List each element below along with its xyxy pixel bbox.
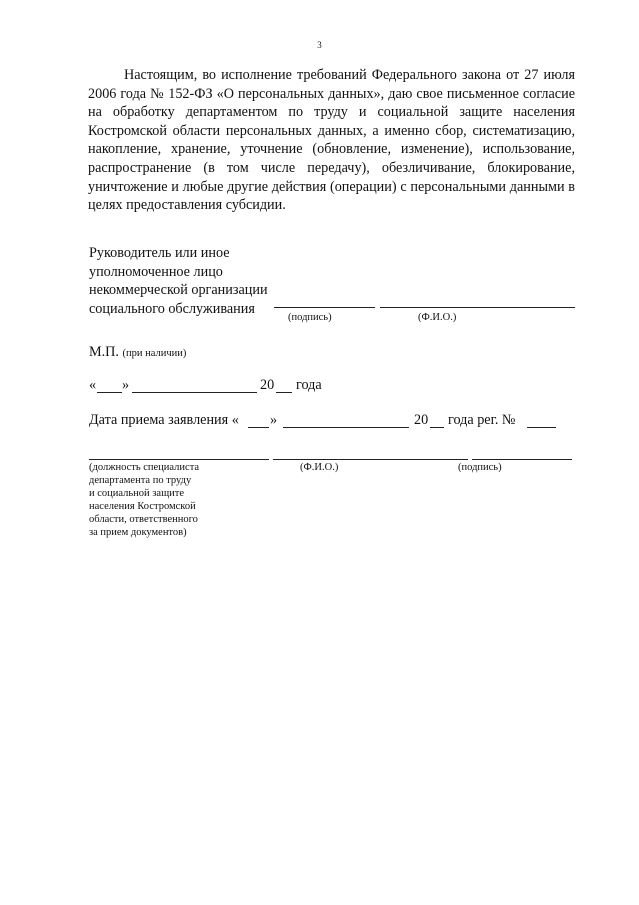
date-quote-close: » [122,377,130,393]
application-year-suffix: года рег. № [448,412,516,428]
specialist-signature-caption: (подпись) [458,462,502,473]
caption-line: населения Костромской [89,500,196,512]
caption-line: департамента по труду [89,474,192,486]
caption-line: и социальной защите [89,487,185,499]
application-month-field[interactable] [283,427,409,428]
specialist-signature-line[interactable] [472,459,572,460]
signer-line: социального обслуживания [89,300,255,317]
registration-number-field[interactable] [527,427,556,428]
signer-signature-line[interactable] [274,307,375,308]
signer-name-line[interactable] [380,307,575,308]
date-year-prefix: 20 [260,377,275,393]
date-year-suffix: года [296,377,322,393]
application-quote-close: » [270,412,278,428]
specialist-position-line[interactable] [89,459,269,460]
application-year-prefix: 20 [414,412,429,428]
date-year-field[interactable] [276,392,292,393]
application-day-field[interactable] [248,427,269,428]
page-number: 3 [317,40,322,50]
application-date-label: Дата приема заявления « [89,412,239,428]
signer-line: уполномоченное лицо [89,263,223,280]
caption-line: (должность специалиста [89,462,200,473]
date-quote-open: « [89,377,97,393]
stamp-label: М.П. [89,344,119,360]
caption-line: области, ответственного [89,513,198,525]
specialist-name-caption: (Ф.И.О.) [300,462,339,473]
signer-name-caption: (Ф.И.О.) [418,312,457,323]
signer-line: Руководитель или иное [89,245,230,261]
consent-paragraph: Настоящим, во исполнение требований Федерального закона от 27 июля 2006 года № 152-ФЗ «О персональных данных», даю свое письменное согласие на обработку департаментом по труду и социальной защите населения Костромской области персональных данных, а именно сбор, систематизацию, накопление, хранение, уточнение (обновление, изменение), использование, распространение (в том числе передачу), обезличивание, блокирование, уничтожение и любые другие действия (операции) с персональными данными в целях предоставления субсидии. [88,67,575,214]
date-day-field[interactable] [97,392,122,393]
caption-line: за прием документов) [89,526,187,538]
application-year-field[interactable] [430,427,444,428]
specialist-name-line[interactable] [273,459,468,460]
stamp-row [89,344,186,361]
stamp-note: (при наличии) [122,348,187,359]
signer-block [89,244,268,318]
signer-line: некоммерческой организации [89,282,268,299]
specialist-position-caption [89,462,199,539]
signer-signature-caption: (подпись) [288,312,332,323]
date-month-field[interactable] [132,392,257,393]
